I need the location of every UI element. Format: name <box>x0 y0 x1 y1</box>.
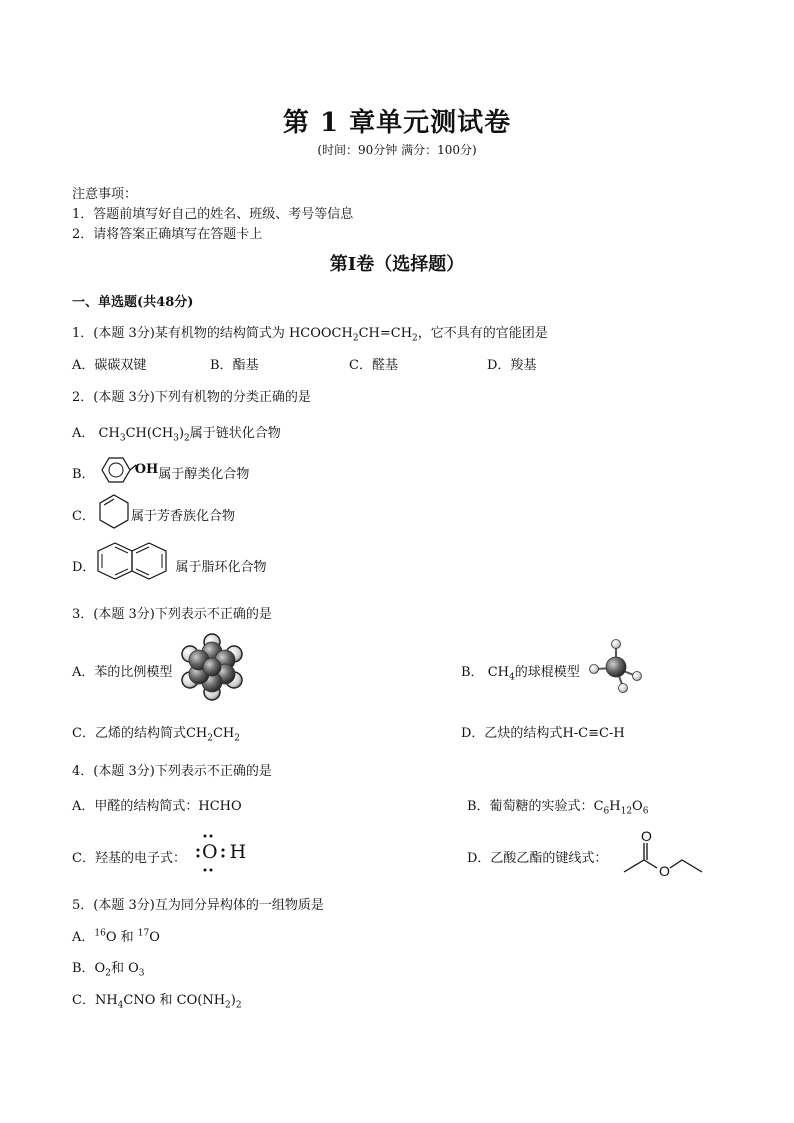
question-3-option-d[interactable]: D．乙炔的结构式H-C≡C-H <box>461 726 625 741</box>
question-2-option-a[interactable]: A． $CH_3CH(CH_3)_2$属于链状化合物 <box>72 426 281 444</box>
cyclohexene-ring-icon <box>96 493 132 533</box>
question-3-stem: 3．(本题 3分)下列表示不正确的是 <box>72 607 272 622</box>
section-title: 第Ⅰ卷（选择题） <box>329 254 465 275</box>
question-1-stem: 1．(本题 3分)某有机物的结构简式为 $HCOOCH_2CH=CH_2$，它不具有的官能团是 <box>72 326 548 344</box>
ester-oxygen-label: O <box>659 863 670 879</box>
electron-dots-icon <box>196 832 236 872</box>
question-2-stem: 2．(本题 3分)下列有机物的分类正确的是 <box>72 390 311 405</box>
question-2-option-b[interactable]: B． OH属于醇类化合物 <box>72 462 250 482</box>
question-4-option-a[interactable]: A．甲醛的结构简式：HCHO <box>72 799 242 814</box>
question-1-option-a[interactable]: A．碳碳双键 <box>72 358 147 373</box>
question-4-stem: 4．(本题 3分)下列表示不正确的是 <box>72 764 272 779</box>
carbonyl-oxygen-label: O <box>641 828 652 844</box>
question-4-option-b[interactable]: B．葡萄糖的实验式：$C_6H_{12}O_6$ <box>467 799 649 817</box>
question-4-option-d[interactable]: D．乙酸乙酯的键线式： <box>467 851 608 866</box>
ethyl-acetate-skeletal-icon <box>620 826 706 878</box>
question-5-option-b[interactable]: B．$O_2$和 $O_3$ <box>72 961 145 979</box>
part-heading: 一、单选题(共48分) <box>72 295 194 310</box>
page-title: 第 1 章单元测试卷 <box>282 108 512 138</box>
exam-time-score: (时间：90分钟 满分：100分) <box>317 143 477 157</box>
question-1-option-b[interactable]: B．酯基 <box>210 358 259 373</box>
phenol-ring-icon <box>96 457 136 487</box>
question-1-option-c[interactable]: C．醛基 <box>349 358 398 373</box>
notes-item-2: 2．请将答案正确填写在答题卡上 <box>72 227 263 242</box>
question-4-option-c[interactable]: C．羟基的电子式： <box>72 851 186 866</box>
question-3-option-c[interactable]: C．乙烯的结构简式$CH_2CH_2$ <box>72 726 241 744</box>
notes-item-1: 1．答题前填写好自己的姓名、班级、考号等信息 <box>72 207 354 222</box>
naphthalene-icon <box>95 541 171 581</box>
question-5-option-a[interactable]: A．$^{16}$O 和 $^{17}$O <box>72 928 160 945</box>
question-3-option-a[interactable]: A．苯的比例模型 <box>72 665 173 680</box>
question-1-option-d[interactable]: D．羧基 <box>487 358 537 373</box>
methane-ball-stick-model-icon <box>586 636 644 694</box>
question-5-option-c[interactable]: C．$NH_4CNO$ 和 $CO(NH_2)_2$ <box>72 993 242 1011</box>
question-3-option-b[interactable]: B． $CH_4$的球棍模型 <box>461 665 580 683</box>
question-2-option-c[interactable]: C． 属于芳香族化合物 <box>72 509 235 524</box>
benzene-space-filling-model-icon <box>180 636 244 698</box>
hydroxyl-electron-formula: O H <box>202 841 247 863</box>
hydroxyl-label: OH <box>134 462 159 477</box>
question-5-stem: 5．(本题 3分)互为同分异构体的一组物质是 <box>72 898 324 913</box>
notes-heading: 注意事项： <box>72 187 138 202</box>
question-2-option-d[interactable]: D． 属于脂环化合物 <box>72 560 267 575</box>
